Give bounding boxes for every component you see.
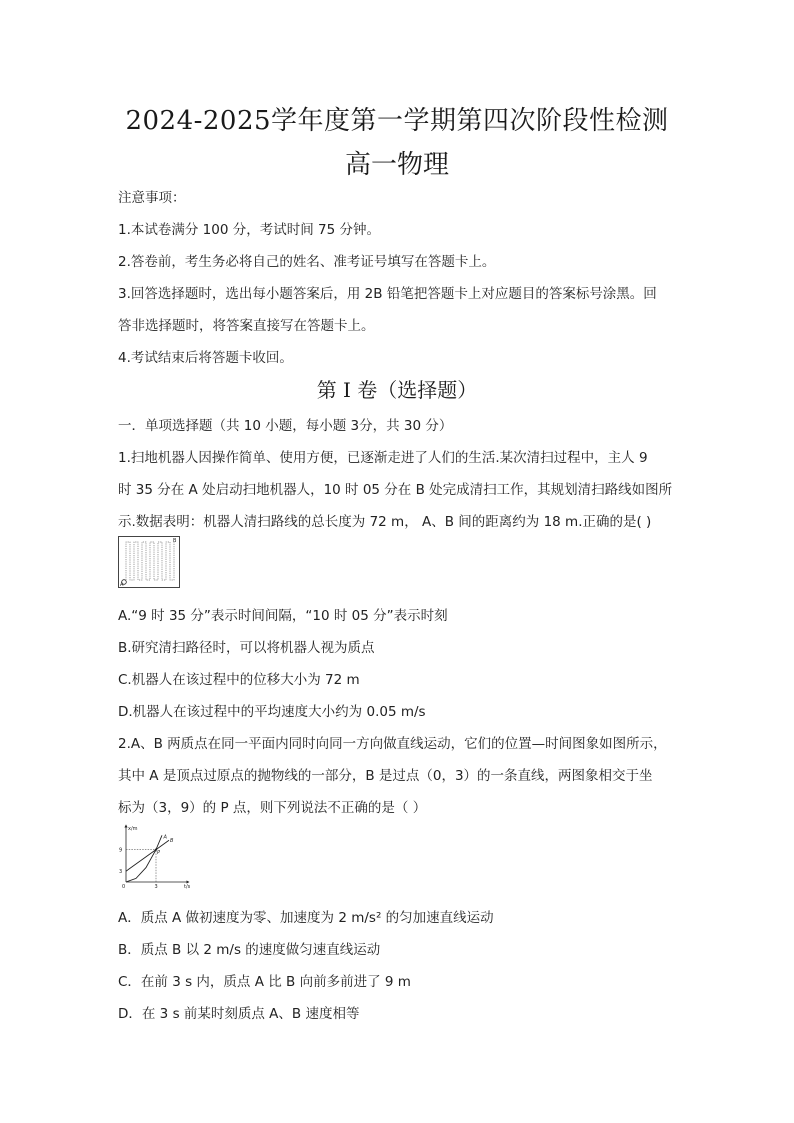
q2-stem-line-2: 其中 A 是顶点过原点的抛物线的一部分，B 是过点（0，3）的一条直线，两图象相交于坐 <box>118 768 653 784</box>
x-tick-3: 3 <box>154 884 158 890</box>
part-heading: 一．单项选择题（共 10 小题，每小题 3分，共 30 分） <box>118 418 453 434</box>
notice-item-3: 3.回答选择题时，选出每小题答案后，用 2B 铅笔把答题卡上对应题目的答案标号涂黑。回 <box>118 286 657 302</box>
line-b-label: B <box>170 838 174 845</box>
q1-route-figure <box>118 536 180 588</box>
y-tick-9: 9 <box>119 847 123 854</box>
notice-item-2: 2.答卷前，考生务必将自己的姓名、准考证号填写在答题卡上。 <box>118 254 496 270</box>
q2-option-d: D．在 3 s 前某时刻质点 A、B 速度相等 <box>118 1006 360 1022</box>
exam-subject: 高一物理 <box>344 150 449 180</box>
y-tick-3: 3 <box>119 869 123 876</box>
q2-stem-line-3: 标为（3，9）的 P 点，则下列说法不正确的是（ ） <box>118 800 427 816</box>
q1-option-a: A.“9 时 35 分”表示时间间隔，“10 时 05 分”表示时刻 <box>118 608 448 624</box>
q1-option-b: B.研究清扫路径时，可以将机器人视为质点 <box>118 640 375 656</box>
q2-option-c: C．在前 3 s 内，质点 A 比 B 向前多前进了 9 m <box>118 974 411 990</box>
q2-option-b: B．质点 B 以 2 m/s 的速度做匀速直线运动 <box>118 942 381 958</box>
q2-option-a: A．质点 A 做初速度为零、加速度为 2 m/s² 的匀加速直线运动 <box>118 910 494 926</box>
line-b-straight <box>126 840 169 871</box>
x-axis-label: t/s <box>184 884 191 890</box>
notice-item-1: 1.本试卷满分 100 分，考试时间 75 分钟。 <box>118 222 380 238</box>
notice-heading: 注意事项： <box>118 190 186 206</box>
exam-title: 2024-2025学年度第一学期第四次阶段性检测 <box>125 106 669 136</box>
q1-option-d: D.机器人在该过程中的平均速度大小约为 0.05 m/s <box>118 704 426 720</box>
notice-item-3-cont: 答非选择题时，将答案直接写在答题卡上。 <box>118 318 375 334</box>
route-start-label: A <box>120 582 124 588</box>
origin-label: 0 <box>122 884 126 890</box>
y-axis-label: x/m <box>128 826 138 832</box>
point-p-label: P <box>157 850 161 857</box>
curve-a-label: A <box>163 834 167 841</box>
q1-option-c: C.机器人在该过程中的位移大小为 72 m <box>118 672 360 688</box>
notice-item-4: 4.考试结束后将答题卡收回。 <box>118 350 293 366</box>
q2-stem-line-1: 2.A、B 两质点在同一平面内同时向同一方向做直线运动，它们的位置—时间图象如图所示， <box>118 736 667 752</box>
q2-xt-graph <box>116 822 194 892</box>
route-end-label: B <box>173 538 177 544</box>
q1-stem-line-2: 时 35 分在 A 处启动扫地机器人，10 时 05 分在 B 处完成清扫工作，其规划清扫路线如图所 <box>118 482 673 498</box>
section-title: 第 I 卷（选择题） <box>316 378 478 402</box>
q1-stem-line-3: 示.数据表明：机器人清扫路线的总长度为 72 m， A、B 间的距离约为 18 m.正确的是( ) <box>118 514 652 530</box>
q1-stem-line-1: 1.扫地机器人因操作简单、使用方便，已逐渐走进了人们的生活.某次清扫过程中，主人 9 <box>118 450 648 466</box>
